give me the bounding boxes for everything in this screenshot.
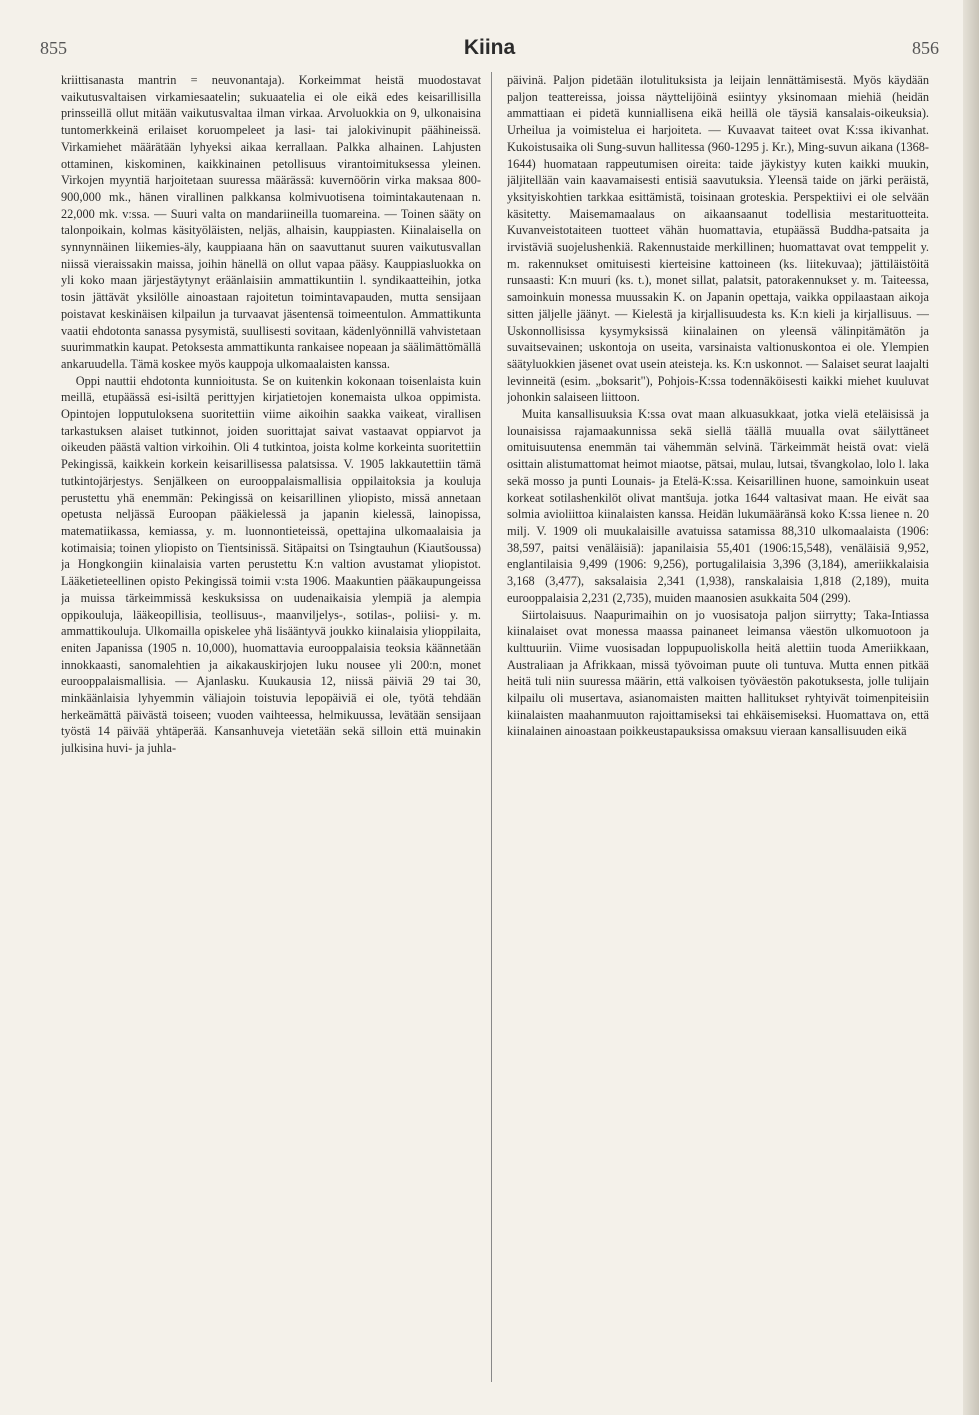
paragraph: kriittisanasta mantrin = neuvonantaja). Korkeimmat heistä muodostavat vaikutusvaltaisen virkamiesaatelin; sukuaatelia ei ole eikä edes keisarillisilla prinsseillä ollut mitään vaikutusvaltaa ilman virkaa. Arvoluokkia on 9, ulkonaisina tuntomerkkeinä erilaiset koruompeleet ja lasi- tai jalokivinupit päähineissä. Virkamiehet määrätään lyhyeksi aikaa kerrallaan. Palkka alhainen. Lahjusten ottaminen, kiskominen, kaikkinainen petollisuus virantoimituksessa yleinen. Virkojen myyntiä harjoitetaan suuressa määrässä: kuvernöörin virka maksaa 800-900,000 mk., hänen virallinen palkkansa kolmivuotisena toimintakautenaan n. 22,000 mk. v:ssa. — Suuri valta on mandariineilla tuomareina. — Toinen sääty on talonpoikain, kolmas käsityöläisten, neljäs, alhaisin, kauppiasten. Kiinalaisella on synnynnäinen liikemies-äly, kauppiaana hän on saavuttanut suuren vaikutusvallan niissä vieraissakin maissa, joihin hänellä on ollut vapaa pääsy. Kauppiasluokka on yli koko maan järjestäytynyt eräänlaisiin ammattikuntiin l. syndikaatteihin, jotka tosin jättävät yksilölle ainoastaan rajoitetun toimintavapauden, mutta sensijaan poistavat keskinäisen kilpailun ja turvaavat jäsentensä toimeentulon. Ammattikunta vaatii ehdotonta sanassa pysymistä, suullisesti sovitaan, kädenlyönnillä vahvistetaan suurimmatkin kaupat. Petoksesta ammattikunta rankaisee nopeaan ja säälimättömällä ankaruudella. Tämä koskee myös kauppoja ulkomaalaisten kanssa. (61, 73, 481, 371)
page-number-left: 855 (40, 38, 67, 58)
column-divider (491, 72, 492, 1382)
left-column (61, 72, 481, 1392)
page-edge (963, 0, 979, 1415)
paragraph: Siirtolaisuus. Naapurimaihin on jo vuosisatoja paljon siirrytty; Taka-Intiassa kiinalaiset ovat monessa maassa painaneet leimansa väestön ulkomuotoon ja kulttuuriin. Viime vuosisadan loppupuoliskolla heitä alettiin tuoda Ameriikkaan, Australiaan ja Afrikkaan, missä työvoiman puute oli tuntuva. Mutta ennen pitkää heitä tuli niin suuressa määrin, että valkoisen työväestön pakotuksesta, jolle tulijain kilpailu oli musertava, asianomaisten maitten hallitukset ryhtyivät toimenpiteisiin kiinalaisten maahanmuuton rajoittamiseksi tai ehkäisemiseksi. Huomattava on, että kiinalainen ainoastaan poikkeustapauksissa omaksuu vieraan kansallisuuden eikä (507, 607, 929, 739)
right-column (507, 72, 929, 1392)
paragraph: Oppi nauttii ehdotonta kunnioitusta. Se on kuitenkin kokonaan toisenlaista kuin meillä, etupäässä esi-isiltä perittyjen kirjatietojen konemaista ulkoa oppimista. Opintojen lopputuloksena suoritettiin viime aikoihin saakka vaikeat, virallisen tarkastuksen alaiset tutkinnot, joiden suorittajat saivat vastaavat oppiarvot ja oikeuden päästä valtion virkoihin. Oli 4 tutkintoa, joista kolme korkeinta suoritettiin Pekingissä, kaikkein korkein keisarillisessa palatsissa. V. 1905 lakkautettiin tämä tutkintojärjestys. Senjälkeen on eurooppalaismallisia oppilaitoksia ja kouluja perustettu yhä enemmän: Pekingissä on keisarillinen yliopisto, missä annetaan opetusta neljässä Euroopan pääkielessä ja japanin kielessä, lainopissa, matematiikassa, kemiassa, y. m. luonnontieteissä, opettajina ulkomaalaisia ja kotimaisia; toinen yliopisto on Tientsinissä. Sitäpaitsi on Tsingtauhun (Kiautšoussa) ja Hongkongiin kiinalaisia varten perustettu K:n valtion avustamat yliopistot. Lääketieteellinen opisto Pekingissä toimii v:sta 1906. Maakuntien pääkaupungeissa ja muissa tärkeimmissä keskuksissa on uudenaikaisia ylempiä ja alempia oppikouluja, lääkeopillisia, teollisuus-, maanviljelys-, sotilas-, poliisi- y. m. ammattikouluja. Ulkomailla opiskelee yhä lisääntyvä joukko kiinalaisia ylioppilaita, eniten Japanissa (1905 n. 10,000), huomattavia eurooppalaisia teoksia käännetään innokkaasti, sanomalehtien ja aikakauskirjojen luku nousee yli 200:n, monet eurooppalaismallisia. — Ajanlasku. Kuukausia 12, niissä päiviä 29 tai 30, minkäänlaisia lyhyemmin väliajoin toistuvia lepopäiviä ei ole, työtä tehdään herkeämättä päivästä toiseen; vuoden vaihteessa, helmikuussa, levätään sensijaan työstä 14 päivää yhtäperää. Kansanhuveja vietetään sekä silloin että muinakin julkisina huvi- ja juhla- (61, 373, 481, 756)
paragraph: päivinä. Paljon pidetään ilotulituksista ja leijain lennättämisestä. Myös käydään paljon teattereissa, joissa näyttelijöinä esiintyy yksinomaan miehiä (heidän ammattiaan ei pidetä kunniallisena eikä heillä ole täysiä kansalais-oikeuksia). Urheilua ja voimistelua ei harjoiteta. — Kuvaavat taiteet ovat K:ssa ikivanhat. Kukoistusaika oli Sung-suvun hallitessa (960-1295 j. Kr.), Ming-suvun aikana (1368-1644) huomataan rappeutumisen oireita: taide jäykistyy kuten kaikki muukin, jäljitellään vain kaavamaisesti entisiä saavutuksia. Yleensä taide on järki peräistä, yksityiskohtien tarkkaa esittämistä, toisinaan groteskia. Perspektiivi ei ole selvään käsitetty. Maisemamaalaus on aikaansaanut todellisia mestarituotteita. Kuvanveistotaiteen tuotteet vähän huomattavia, etupäässä Buddha-patsaita ja irvistäviä suojelushenkiä. Rakennustaide merkillinen; huomattavat ovat temppelit y. m. rakennukset omituisesti kierteisine kattoineen (ks. liitekuvaa); jättiläistöitä runsaasti: K:n muuri (ks. t.), monet sillat, palatsit, patorakennukset y. m. Taiteessa, samoinkuin monessa muussakin K. on Japanin opettaja, vaikka oppilaastaan aikoja sitten jäljelle jäänyt. — Kielestä ja kirjallisuudesta ks. K:n kieli ja kirjallisuus. — Uskonnollisissa kysymyksissä kiinalainen on yleensä välinpitämätön ja suvaitsevainen; uskontoja on useita, varsinaista valtionuskontoa ei ole. Ylempien säätyluokkien jäsenet ovat usein ateisteja. ks. K:n uskonnot. — Salaiset seurat laajalti levinneitä (esim. „boksarit"), Pohjois-K:ssa todennäköisesti kaikki miehet kuuluvat johonkin salaiseen liittoon. (507, 73, 929, 405)
running-head: Kiina (463, 36, 516, 59)
paragraph: Muita kansallisuuksia K:ssa ovat maan alkuasukkaat, jotka vielä eteläisissä ja lounaisissa rajamaakunnissa sekä siellä täällä muualla ovat säilyttäneet omituisuutensa enemmän tai vähemmän selvinä. Tärkeimmät heistä ovat: vielä osittain alistumattomat heimot miaotse, pätsai, mulau, lutsai, tšvangkolao, lolo l. laka sekä mosso ja punti Lounais- ja Etelä-K:ssa. Keisarillinen huone, samoinkuin useat korkeat sotilashenkilöt olivat mantšuja. jotka 1644 valtasivat maan. He eivät saa solmia avioliittoa kiinalaisten kanssa. Heidän lukumääränsä koko K:ssa lienee n. 20 milj. V. 1909 oli muukalaisille avatuissa satamissa 88,310 ulkomaalaista (1906: 38,597, paitsi venäläisiä): japanilaisia 55,401 (1906:15,548), venäläisiä 9,952, englantilaisia 9,499 (1906: 9,256), portugalilaisia 3,396 (3,184), ameriikkalaisia 3,168 (3,477), saksalaisia 2,341 (1,938), ranskalaisia 1,818 (2,189), muita eurooppalaisia 2,231 (2,735), muiden maanosien asukkaita 504 (299). (507, 407, 929, 605)
page-header (40, 38, 939, 68)
page-number-right: 856 (912, 38, 939, 58)
